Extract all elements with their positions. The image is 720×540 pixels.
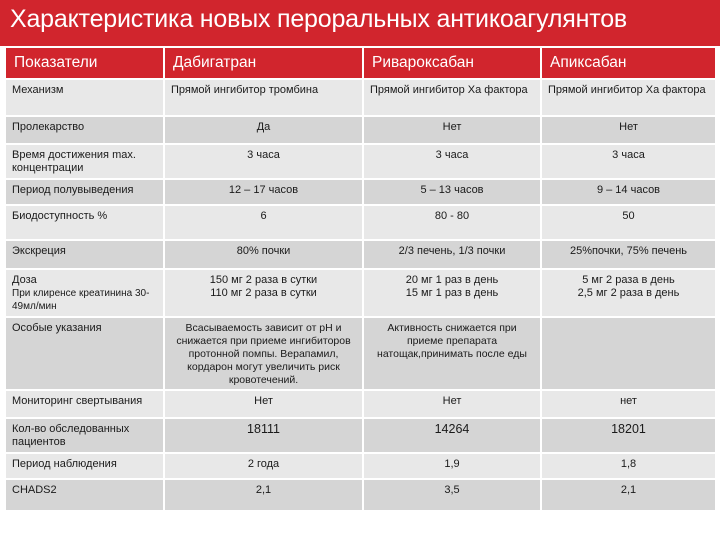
row-label: Кол-во обследованных пациентов <box>6 418 164 453</box>
cell-rivaroxaban: Нет <box>363 116 541 144</box>
cell-apixaban: 50 <box>541 205 715 240</box>
cell-dabigatran: Да <box>164 116 363 144</box>
cell-rivaroxaban: 3,5 <box>363 479 541 511</box>
cell-dabigatran: 6 <box>164 205 363 240</box>
drug-comparison-table <box>6 48 715 512</box>
cell-rivaroxaban: Прямой ингибитор Ха фактора <box>363 79 541 116</box>
cell-dabigatran <box>164 317 363 390</box>
dose-sublabel: При клиренсе креатинина 30-49мл/мин <box>12 288 150 312</box>
dose-reduced: 15 мг 1 раз в день <box>405 287 499 299</box>
row-label: Механизм <box>6 79 164 116</box>
dose-label: Доза <box>12 274 37 286</box>
table-row-halflife <box>6 179 715 205</box>
cell-apixaban: 3 часа <box>541 144 715 179</box>
dose-standard: 20 мг 1 раз в день <box>405 274 499 286</box>
header-parameter: Показатели <box>6 48 164 79</box>
cell-apixaban: 1,8 <box>541 453 715 479</box>
row-label: Экскреция <box>6 240 164 269</box>
note-line: кордарон могут увеличить риск <box>187 361 340 373</box>
cell-dabigatran: Прямой ингибитор тромбина <box>164 79 363 116</box>
cell-rivaroxaban <box>363 317 541 390</box>
cell-rivaroxaban <box>363 269 541 317</box>
cell-rivaroxaban <box>363 418 541 453</box>
row-label: Особые указания <box>6 317 164 390</box>
cell-apixaban <box>541 269 715 317</box>
cell-dabigatran: 2,1 <box>164 479 363 511</box>
cell-rivaroxaban: 3 часа <box>363 144 541 179</box>
header-apixaban: Апиксабан <box>541 48 715 79</box>
note-line: кровотечений. <box>228 374 299 386</box>
cell-apixaban: 25%почки, 75% печень <box>541 240 715 269</box>
table-row-tmax <box>6 144 715 179</box>
cell-dabigatran: 12 – 17 часов <box>164 179 363 205</box>
table-row-special <box>6 317 715 390</box>
note-line: снижается при приеме ингибиторов <box>176 335 351 347</box>
row-label: Пролекарство <box>6 116 164 144</box>
cell-rivaroxaban: 2/3 печень, 1/3 почки <box>363 240 541 269</box>
table-row-excretion <box>6 240 715 269</box>
cell-apixaban: 9 – 14 часов <box>541 179 715 205</box>
table-header-row <box>6 48 715 79</box>
dose-reduced: 2,5 мг 2 раза в день <box>577 287 680 299</box>
cell-dabigatran: 3 часа <box>164 144 363 179</box>
table-row-chads2 <box>6 479 715 511</box>
cell-rivaroxaban: Нет <box>363 390 541 418</box>
patients-value: 18111 <box>247 422 280 436</box>
cell-apixaban: Нет <box>541 116 715 144</box>
table-row-monitoring <box>6 390 715 418</box>
patients-value: 18201 <box>611 422 646 436</box>
cell-apixaban: 2,1 <box>541 479 715 511</box>
patients-value: 14264 <box>434 422 470 436</box>
table-row-bioavailability <box>6 205 715 240</box>
dose-standard: 5 мг 2 раза в день <box>582 274 675 286</box>
note-line: Всасываемость зависит от pH и <box>185 322 342 334</box>
table-row-dose <box>6 269 715 317</box>
row-label: Период наблюдения <box>6 453 164 479</box>
cell-dabigatran <box>164 418 363 453</box>
title-bar <box>0 0 720 46</box>
note-line: натощак,принимать после еды <box>377 348 527 360</box>
note-line: приеме препарата <box>406 335 498 347</box>
row-label: Мониторинг свертывания <box>6 390 164 418</box>
table-row-mechanism <box>6 79 715 116</box>
cell-rivaroxaban: 5 – 13 часов <box>363 179 541 205</box>
cell-dabigatran <box>164 269 363 317</box>
row-label <box>6 269 164 317</box>
table-row-prodrug <box>6 116 715 144</box>
cell-dabigatran: 80% почки <box>164 240 363 269</box>
cell-rivaroxaban: 1,9 <box>363 453 541 479</box>
table-row-patients <box>6 418 715 453</box>
row-label: CHADS2 <box>6 479 164 511</box>
cell-apixaban: нет <box>541 390 715 418</box>
cell-apixaban: Прямой ингибитор Ха фактора <box>541 79 715 116</box>
row-label: Период полувыведения <box>6 179 164 205</box>
cell-dabigatran: Нет <box>164 390 363 418</box>
dose-reduced: 110 мг 2 раза в сутки <box>210 287 317 299</box>
cell-dabigatran: 2 года <box>164 453 363 479</box>
slide-title: Характеристика новых пероральных антикоагулянтов <box>10 5 627 33</box>
header-dabigatran: Дабигатран <box>164 48 363 79</box>
row-label: Биодоступность % <box>6 205 164 240</box>
cell-apixaban <box>541 317 715 390</box>
cell-rivaroxaban: 80 - 80 <box>363 205 541 240</box>
note-line: протонной помпы. Верапамил, <box>188 348 339 360</box>
table-row-followup <box>6 453 715 479</box>
row-label: Время достижения max. концентрации <box>6 144 164 179</box>
header-rivaroxaban: Ривароксабан <box>363 48 541 79</box>
cell-apixaban <box>541 418 715 453</box>
note-line: Активность снижается при <box>387 322 517 334</box>
dose-standard: 150 мг 2 раза в сутки <box>209 274 318 286</box>
